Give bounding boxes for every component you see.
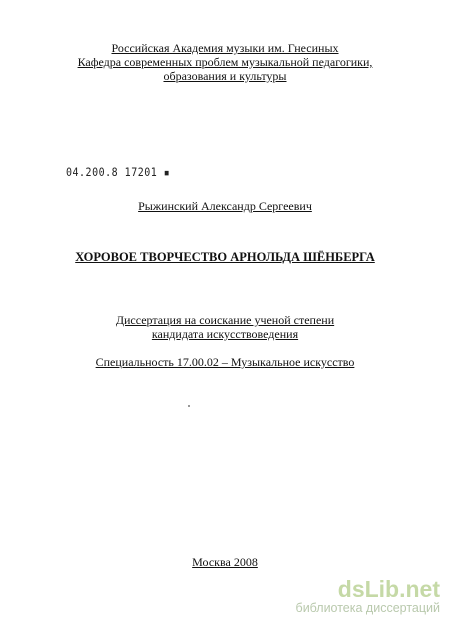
watermark-logo-part1: ds: [337, 576, 365, 602]
watermark-logo: [296, 577, 440, 601]
dissertation-degree-line1: Диссертация на соискание ученой степени: [115, 313, 335, 327]
library-stamp-number: 04.200.8 17201 ▪: [66, 167, 171, 180]
author-name: Рыжинский Александр Сергеевич: [138, 199, 312, 213]
specialty: Специальность 17.00.02 – Музыкальное искусство: [95, 355, 355, 369]
institution-name: Российская Академия музыки им. Гнесиных: [111, 41, 339, 55]
watermark-logo-part2: Lib: [364, 576, 400, 602]
watermark-subtitle: библиотека диссертаций: [295, 601, 440, 615]
department-name-line1: Кафедра современных проблем музыкальной педагогики,: [77, 55, 373, 69]
watermark-logo-part3: .net: [399, 576, 440, 602]
dissertation-degree-line2: кандидата искусствоведения: [151, 327, 299, 341]
scan-speck: [188, 405, 190, 407]
department-name-line2: образования и культуры: [163, 69, 287, 83]
place-and-year: Москва 2008: [192, 555, 258, 569]
watermark: [296, 577, 440, 615]
dissertation-title: ХОРОВОЕ ТВОРЧЕСТВО АРНОЛЬДА ШЁНБЕРГА: [75, 250, 375, 264]
